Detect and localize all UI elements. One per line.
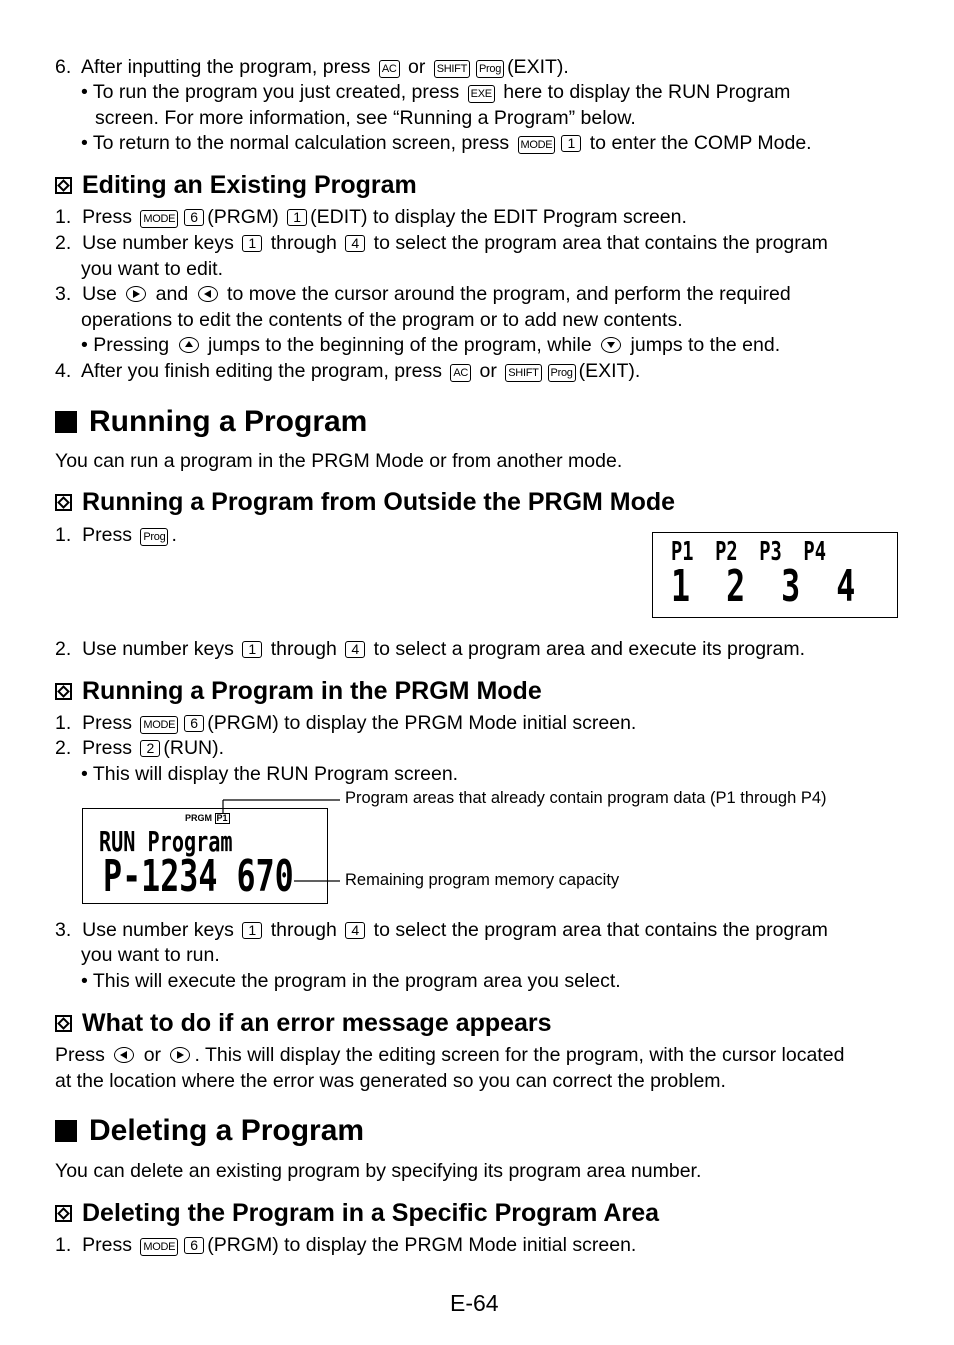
square-icon — [55, 411, 77, 433]
bullet-text: • To run the program you just created, press — [81, 81, 460, 103]
one-key: 1 — [561, 135, 581, 152]
mode-key: MODE — [140, 1238, 178, 1256]
diamond-icon — [55, 494, 72, 511]
heading-error — [55, 1009, 552, 1038]
step-text: to select a program area and execute its program. — [373, 638, 806, 660]
lcd-line-2: P-1234 670 — [103, 851, 294, 902]
heading-deleting-specific — [55, 1199, 659, 1228]
step-number: 2. — [55, 737, 72, 759]
callout-program-areas: Program areas that already contain program data (P1 through P4) — [345, 789, 827, 807]
lcd-number-4: 4 — [836, 561, 856, 612]
step-text: through — [270, 232, 337, 254]
diamond-icon — [55, 1205, 72, 1222]
step-6-bullet-1 — [81, 80, 790, 104]
step-text: Press — [82, 712, 132, 734]
six-key: 6 — [184, 1237, 204, 1254]
mode-key: MODE — [140, 716, 178, 734]
or-text: or — [143, 1044, 162, 1066]
step-text: Use — [82, 283, 117, 305]
ac-key: AC — [379, 60, 400, 78]
or-text: or — [479, 360, 497, 382]
heading-editing — [55, 171, 417, 200]
prog-key: Prog — [548, 364, 576, 382]
deleting-intro: You can delete an existing program by specifying its program area number. — [55, 1160, 702, 1182]
lcd-label-p1: P1 — [671, 537, 694, 567]
inmode-step-1 — [55, 711, 636, 735]
diamond-icon — [55, 1015, 72, 1032]
outside-step-2 — [55, 637, 805, 661]
step-text: (PRGM) — [207, 206, 279, 228]
heading-running — [55, 405, 367, 439]
lcd-area-numbers — [671, 563, 855, 611]
inmode-step-3-bullet: • This will execute the program in the program area you select. — [81, 970, 621, 992]
editing-step-4 — [55, 359, 640, 383]
step-number: 1. — [55, 1234, 72, 1256]
lcd-line-1: RUN Program — [99, 825, 233, 858]
four-key: 4 — [345, 641, 365, 658]
step-text: After you finish editing the program, press — [81, 360, 442, 382]
bullet-text: • Pressing — [81, 334, 170, 356]
square-icon — [55, 1120, 77, 1142]
step-number: 2. — [55, 232, 72, 254]
step-text: (PRGM) to display the PRGM Mode initial screen. — [207, 1234, 637, 1256]
callout-memory-capacity: Remaining program memory capacity — [345, 871, 620, 889]
step-number: 4. — [55, 360, 72, 382]
step-text: Press — [82, 1234, 132, 1256]
step-6-bullet-1-cont: screen. For more information, see “Running a Program” below. — [95, 107, 636, 129]
editing-step-2 — [55, 231, 828, 255]
step-number: 6. — [55, 56, 72, 78]
deleting-step-1 — [55, 1233, 636, 1257]
error-text-1 — [55, 1043, 844, 1067]
heading-text: Editing an Existing Program — [82, 171, 417, 199]
step-text: . — [171, 524, 177, 546]
callout-lines — [218, 795, 348, 890]
editing-step-3 — [55, 282, 791, 306]
step-text: through — [270, 919, 337, 941]
four-key: 4 — [345, 922, 365, 939]
editing-step-3-cont: operations to edit the contents of the program or to add new contents. — [81, 309, 683, 331]
inmode-step-2-bullet: • This will display the RUN Program screen. — [81, 763, 459, 785]
step-text: (RUN). — [163, 737, 225, 759]
diamond-icon — [55, 177, 72, 194]
inmode-step-2 — [55, 736, 224, 760]
bullet-text: to enter the COMP Mode. — [589, 132, 812, 154]
exit-text: (EXIT). — [507, 56, 569, 78]
heading-text: Running a Program — [89, 405, 368, 438]
bullet-text: here to display the RUN Program — [503, 81, 791, 103]
lcd-number-1: 1 — [671, 561, 691, 612]
one-key: 1 — [242, 641, 262, 658]
lcd-label-p3: P3 — [759, 537, 782, 567]
prog-key: Prog — [476, 60, 504, 78]
right-arrow-icon — [126, 286, 146, 302]
step-text: Use number keys — [82, 919, 234, 941]
right-arrow-icon — [170, 1047, 190, 1063]
heading-running-inmode — [55, 677, 542, 706]
error-text: . This will display the editing screen for the program, with the cursor located — [194, 1044, 845, 1066]
inmode-step-3-cont: you want to run. — [81, 944, 220, 966]
shift-key: SHIFT — [505, 364, 541, 382]
step-text: Use number keys — [82, 232, 234, 254]
lcd-p1-indicator: P1 — [216, 813, 228, 823]
mode-key: MODE — [140, 210, 178, 228]
heading-text: Deleting a Program — [89, 1114, 365, 1147]
lcd-number-2: 2 — [726, 561, 746, 612]
error-text: Press — [55, 1044, 105, 1066]
step-text: through — [270, 638, 337, 660]
step-number: 1. — [55, 524, 72, 546]
inmode-step-3 — [55, 918, 828, 942]
heading-text: Deleting the Program in a Specific Program Area — [82, 1199, 660, 1227]
bullet-text: • To return to the normal calculation screen, press — [81, 132, 510, 154]
editing-step-3-bullet — [81, 333, 780, 357]
six-key: 6 — [184, 209, 204, 226]
step-number: 1. — [55, 712, 72, 734]
step-text: After inputting the program, press — [81, 56, 371, 78]
down-arrow-icon — [601, 337, 621, 353]
step-number: 3. — [55, 283, 72, 305]
lcd-label-p2: P2 — [715, 537, 738, 567]
shift-key: SHIFT — [434, 60, 470, 78]
heading-running-outside — [55, 488, 675, 517]
six-key: 6 — [184, 715, 204, 732]
step-6 — [55, 55, 569, 79]
one-key: 1 — [242, 235, 262, 252]
heading-deleting — [55, 1114, 364, 1148]
lcd-label-p4: P4 — [803, 537, 826, 567]
step-text: Press — [82, 206, 132, 228]
step-text: (EDIT) to display the EDIT Program screen. — [310, 206, 687, 228]
one-key: 1 — [242, 922, 262, 939]
heading-text: Running a Program in the PRGM Mode — [82, 677, 542, 705]
four-key: 4 — [345, 235, 365, 252]
step-text: Press — [82, 524, 132, 546]
step-text: Press — [82, 737, 132, 759]
one-key: 1 — [287, 209, 307, 226]
left-arrow-icon — [198, 286, 218, 302]
step-number: 1. — [55, 206, 72, 228]
step-text: to select the program area that contains the program — [373, 232, 828, 254]
step-text: to move the cursor around the program, and perform the required — [227, 283, 791, 305]
bullet-text: jumps to the end. — [630, 334, 781, 356]
diamond-icon — [55, 683, 72, 700]
error-text-2: at the location where the error was generated so you can correct the problem. — [55, 1070, 726, 1092]
step-number: 2. — [55, 638, 72, 660]
bullet-text: jumps to the beginning of the program, while — [207, 334, 592, 356]
left-arrow-icon — [114, 1047, 134, 1063]
running-intro: You can run a program in the PRGM Mode or from another mode. — [55, 450, 623, 472]
step-text: to select the program area that contains the program — [373, 919, 828, 941]
step-text: Use number keys — [82, 638, 234, 660]
outside-step-1 — [55, 523, 177, 547]
prog-key: Prog — [140, 528, 168, 546]
step-6-bullet-2 — [81, 131, 812, 155]
up-arrow-icon — [179, 337, 199, 353]
page-number: E-64 — [450, 1290, 499, 1316]
lcd-number-3: 3 — [781, 561, 801, 612]
heading-text: Running a Program from Outside the PRGM Mode — [82, 488, 676, 516]
step-text: (PRGM) to display the PRGM Mode initial screen. — [207, 712, 637, 734]
lcd-prgm-indicator: PRGM — [185, 813, 212, 823]
two-key: 2 — [140, 740, 160, 757]
editing-step-1 — [55, 205, 687, 229]
exe-key: EXE — [468, 85, 495, 103]
or-text: or — [407, 56, 426, 78]
lcd-program-select — [652, 532, 898, 618]
step-text: and — [155, 283, 189, 305]
exit-text: (EXIT). — [578, 360, 641, 382]
mode-key: MODE — [518, 136, 556, 154]
ac-key: AC — [450, 364, 471, 382]
step-number: 3. — [55, 919, 72, 941]
editing-step-2-cont: you want to edit. — [81, 258, 224, 280]
heading-text: What to do if an error message appears — [82, 1009, 552, 1037]
